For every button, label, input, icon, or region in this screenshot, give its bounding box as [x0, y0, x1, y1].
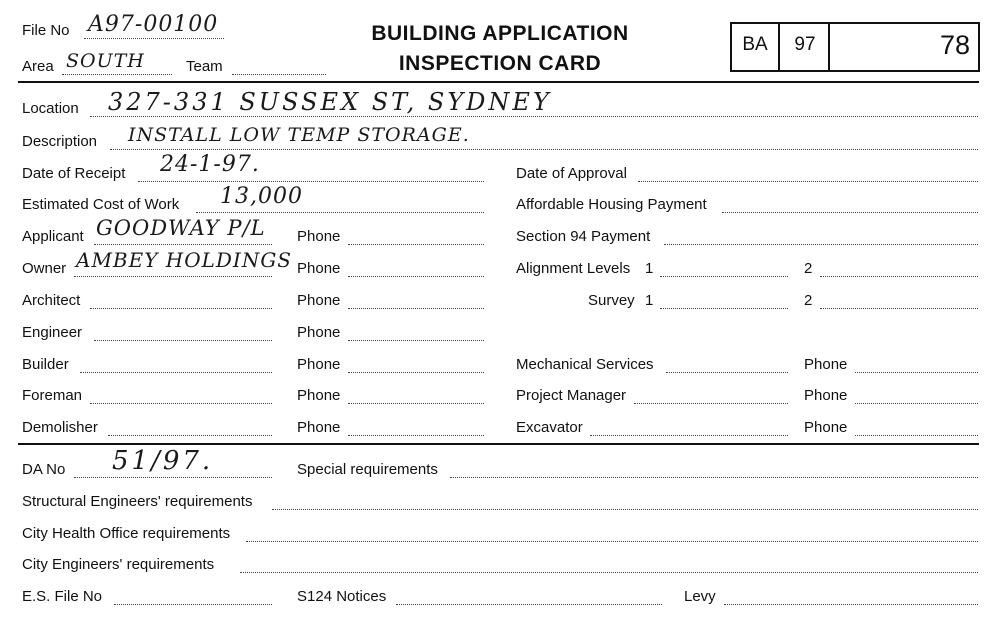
requirements-rule	[18, 443, 979, 445]
est-cost-value[interactable]: 13,000	[220, 184, 303, 209]
description-value[interactable]: INSTALL LOW TEMP STORAGE.	[128, 124, 470, 146]
mechanical-phone-line[interactable]	[855, 372, 978, 373]
excavator-label: Excavator	[516, 419, 583, 436]
builder-phone-line[interactable]	[348, 372, 484, 373]
project-manager-label: Project Manager	[516, 387, 627, 404]
file-no-label: File No	[22, 22, 70, 39]
card-title-line2: INSPECTION CARD	[398, 52, 602, 75]
health-req-label: City Health Office requirements	[22, 525, 231, 542]
owner-label: Owner	[22, 260, 67, 277]
excavator-phone-line[interactable]	[855, 435, 978, 436]
foreman-line[interactable]	[90, 403, 272, 404]
project-manager-phone-line[interactable]	[855, 403, 978, 404]
team-label: Team	[186, 58, 223, 75]
architect-line[interactable]	[90, 308, 272, 309]
applicant-value[interactable]: GOODWAY P/L	[96, 216, 266, 240]
es-file-label: E.S. File No	[22, 588, 103, 605]
est-cost-line	[196, 212, 484, 213]
engineer-phone-line[interactable]	[348, 340, 484, 341]
est-cost-label: Estimated Cost of Work	[22, 196, 180, 213]
foreman-label: Foreman	[22, 387, 83, 404]
mechanical-phone-label: Phone	[804, 356, 848, 373]
location-label: Location	[22, 100, 79, 117]
architect-label: Architect	[22, 292, 81, 309]
survey-1-line[interactable]	[660, 308, 788, 309]
levy-line[interactable]	[724, 604, 978, 605]
date-approval-label: Date of Approval	[516, 165, 627, 182]
demolisher-phone-label: Phone	[297, 419, 341, 436]
location-value[interactable]: 327-331 SUSSEX ST, SYDNEY	[108, 88, 552, 116]
city-eng-req-line[interactable]	[240, 572, 978, 573]
alignment-1-line[interactable]	[660, 276, 788, 277]
builder-label: Builder	[22, 356, 69, 373]
special-req-label: Special requirements	[297, 461, 438, 478]
date-approval-line[interactable]	[638, 181, 978, 182]
description-label: Description	[22, 133, 98, 150]
team-line[interactable]	[232, 74, 326, 75]
file-no-value[interactable]: A97-00100	[88, 12, 219, 37]
foreman-phone-label: Phone	[297, 387, 341, 404]
architect-phone-line[interactable]	[348, 308, 484, 309]
da-no-label: DA No	[22, 461, 66, 478]
da-no-line	[74, 477, 272, 478]
section94-line[interactable]	[664, 244, 978, 245]
alignment-label: Alignment Levels	[516, 260, 631, 277]
mechanical-line[interactable]	[666, 372, 788, 373]
owner-phone-line[interactable]	[348, 276, 484, 277]
date-receipt-value[interactable]: 24-1-97.	[160, 152, 260, 177]
area-line	[62, 74, 172, 75]
date-receipt-label: Date of Receipt	[22, 165, 126, 182]
da-no-value[interactable]: 51/97.	[112, 446, 214, 476]
section94-label: Section 94 Payment	[516, 228, 651, 245]
engineer-phone-label: Phone	[297, 324, 341, 341]
survey-label: Survey	[588, 292, 635, 309]
city-eng-req-label: City Engineers' requirements	[22, 556, 215, 573]
excavator-line[interactable]	[590, 435, 788, 436]
area-value[interactable]: SOUTH	[66, 50, 145, 72]
applicant-line	[94, 244, 272, 245]
survey-num-1: 1	[645, 292, 654, 309]
owner-value[interactable]: AMBEY HOLDINGS	[76, 248, 293, 272]
engineer-label: Engineer	[22, 324, 83, 341]
date-receipt-line	[138, 181, 484, 182]
header-rule	[18, 81, 979, 83]
alignment-2-line[interactable]	[820, 276, 978, 277]
ba-code-year: 97	[794, 34, 816, 55]
demolisher-phone-line[interactable]	[348, 435, 484, 436]
project-manager-line[interactable]	[634, 403, 788, 404]
owner-line	[74, 276, 272, 277]
ba-code-number: 78	[939, 30, 970, 60]
survey-2-line[interactable]	[820, 308, 978, 309]
s124-line[interactable]	[396, 604, 662, 605]
demolisher-label: Demolisher	[22, 419, 98, 436]
file-no-line	[84, 38, 224, 39]
architect-phone-label: Phone	[297, 292, 341, 309]
description-line	[110, 149, 978, 150]
affordable-label: Affordable Housing Payment	[516, 196, 707, 213]
structural-req-line[interactable]	[272, 509, 978, 510]
area-label: Area	[22, 58, 54, 75]
builder-line[interactable]	[80, 372, 272, 373]
builder-phone-label: Phone	[297, 356, 341, 373]
applicant-label: Applicant	[22, 228, 84, 245]
engineer-line[interactable]	[94, 340, 272, 341]
applicant-phone-label: Phone	[297, 228, 341, 245]
survey-num-2: 2	[804, 292, 813, 309]
project-manager-phone-label: Phone	[804, 387, 848, 404]
demolisher-line[interactable]	[108, 435, 272, 436]
es-file-line[interactable]	[114, 604, 272, 605]
special-req-line[interactable]	[450, 477, 978, 478]
levy-label: Levy	[684, 588, 716, 605]
location-line	[90, 116, 978, 117]
alignment-num-1: 1	[645, 260, 654, 277]
s124-label: S124 Notices	[297, 588, 387, 605]
affordable-line[interactable]	[722, 212, 978, 213]
alignment-num-2: 2	[804, 260, 813, 277]
mechanical-label: Mechanical Services	[516, 356, 654, 373]
foreman-phone-line[interactable]	[348, 403, 484, 404]
health-req-line[interactable]	[246, 541, 978, 542]
owner-phone-label: Phone	[297, 260, 341, 277]
structural-req-label: Structural Engineers' requirements	[22, 493, 253, 510]
excavator-phone-label: Phone	[804, 419, 848, 436]
card-title-line1: BUILDING APPLICATION	[371, 22, 629, 45]
ba-code-prefix: BA	[742, 34, 768, 55]
applicant-phone-line[interactable]	[348, 244, 484, 245]
